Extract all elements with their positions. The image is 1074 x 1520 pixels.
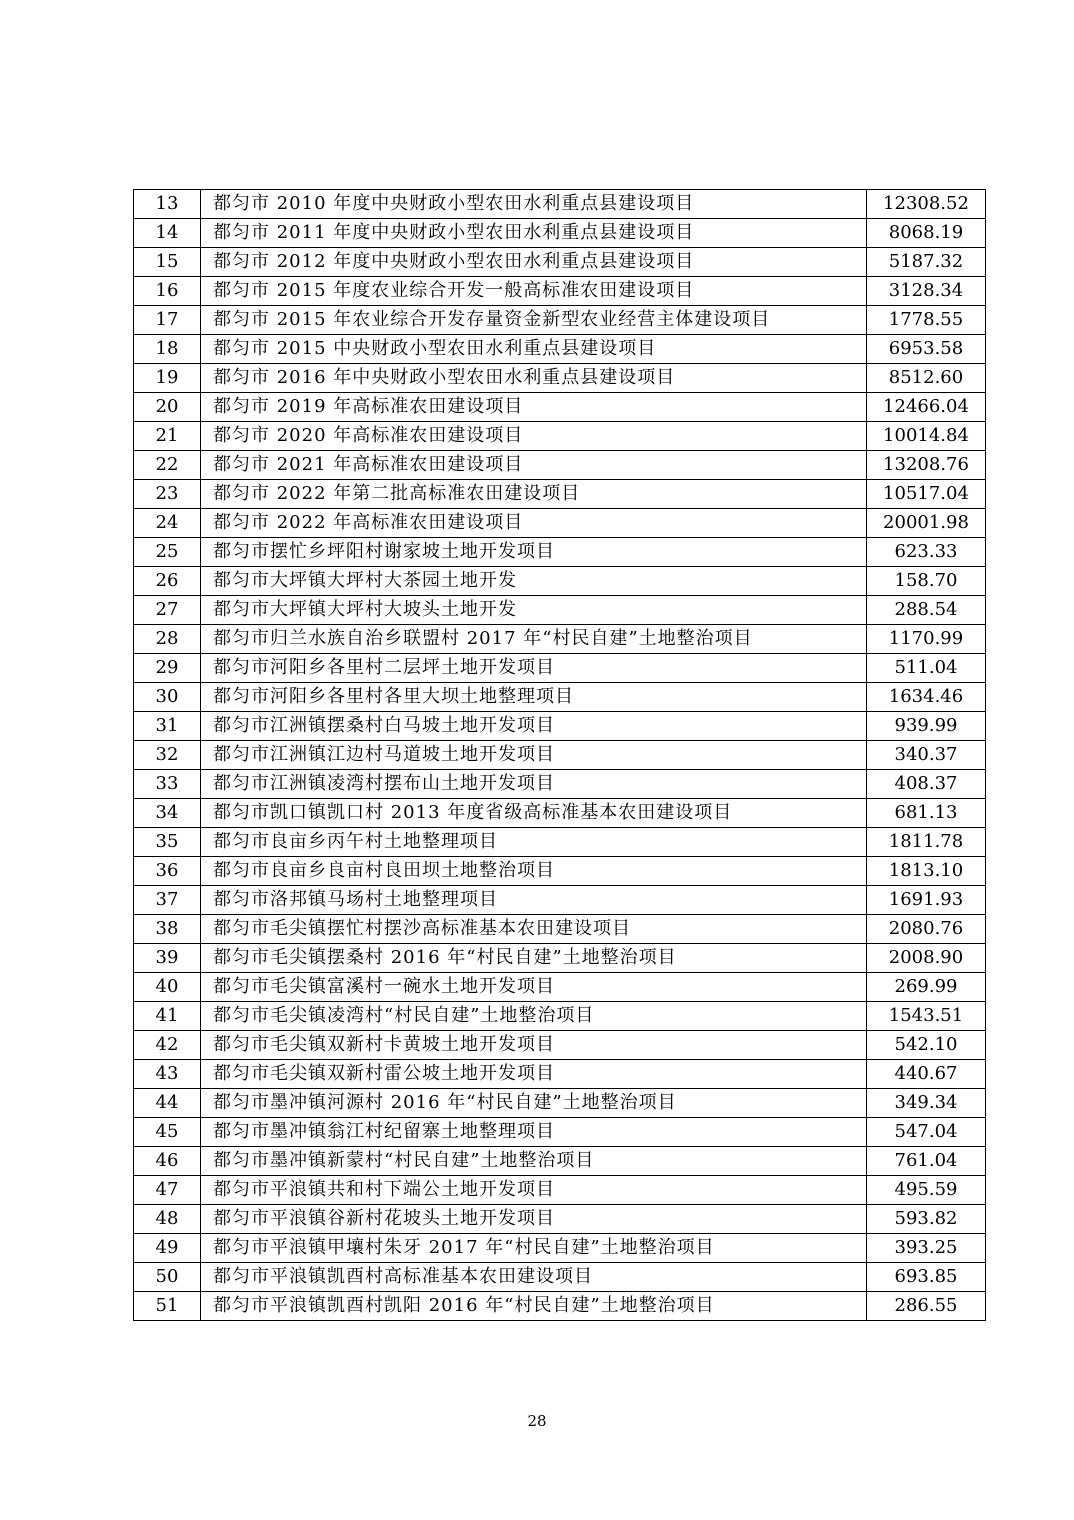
project-amount: 440.67 [867, 1060, 986, 1089]
project-amount: 681.13 [867, 799, 986, 828]
project-amount: 511.04 [867, 654, 986, 683]
table-row [134, 596, 986, 625]
project-name: 都匀市江洲镇凌湾村摆布山土地开发项目 [201, 770, 867, 799]
project-amount: 939.99 [867, 712, 986, 741]
row-number: 37 [134, 886, 201, 915]
project-name: 都匀市墨冲镇河源村 2016 年“村民自建”土地整治项目 [201, 1089, 867, 1118]
row-number: 40 [134, 973, 201, 1002]
table-row [134, 915, 986, 944]
row-number: 16 [134, 277, 201, 306]
row-number: 21 [134, 422, 201, 451]
row-number: 42 [134, 1031, 201, 1060]
project-amount: 8512.60 [867, 364, 986, 393]
project-amount: 1634.46 [867, 683, 986, 712]
table-row [134, 480, 986, 509]
project-name: 都匀市 2015 年度农业综合开发一般高标准农田建设项目 [201, 277, 867, 306]
project-amount: 1543.51 [867, 1002, 986, 1031]
project-amount: 393.25 [867, 1234, 986, 1263]
row-number: 13 [134, 190, 201, 219]
project-amount: 1811.78 [867, 828, 986, 857]
project-name: 都匀市大坪镇大坪村大坡头土地开发 [201, 596, 867, 625]
project-amount: 12466.04 [867, 393, 986, 422]
project-amount: 693.85 [867, 1263, 986, 1292]
project-name: 都匀市河阳乡各里村二层坪土地开发项目 [201, 654, 867, 683]
project-name: 都匀市良亩乡丙午村土地整理项目 [201, 828, 867, 857]
project-name: 都匀市归兰水族自治乡联盟村 2017 年“村民自建”土地整治项目 [201, 625, 867, 654]
project-name: 都匀市良亩乡良亩村良田坝土地整治项目 [201, 857, 867, 886]
row-number: 48 [134, 1205, 201, 1234]
row-number: 14 [134, 219, 201, 248]
project-amount: 1813.10 [867, 857, 986, 886]
project-amount: 158.70 [867, 567, 986, 596]
row-number: 44 [134, 1089, 201, 1118]
project-amount: 269.99 [867, 973, 986, 1002]
project-name: 都匀市 2019 年高标准农田建设项目 [201, 393, 867, 422]
project-name: 都匀市 2021 年高标准农田建设项目 [201, 451, 867, 480]
project-amount: 547.04 [867, 1118, 986, 1147]
row-number: 35 [134, 828, 201, 857]
table-row [134, 944, 986, 973]
row-number: 33 [134, 770, 201, 799]
row-number: 45 [134, 1118, 201, 1147]
project-amount: 2080.76 [867, 915, 986, 944]
project-amount: 8068.19 [867, 219, 986, 248]
table-row [134, 625, 986, 654]
project-amount: 408.37 [867, 770, 986, 799]
project-name: 都匀市 2012 年度中央财政小型农田水利重点县建设项目 [201, 248, 867, 277]
table-row [134, 828, 986, 857]
row-number: 49 [134, 1234, 201, 1263]
row-number: 24 [134, 509, 201, 538]
table-row [134, 219, 986, 248]
project-amount: 286.55 [867, 1292, 986, 1321]
project-name: 都匀市 2010 年度中央财政小型农田水利重点县建设项目 [201, 190, 867, 219]
table-row [134, 654, 986, 683]
table-row [134, 335, 986, 364]
row-number: 22 [134, 451, 201, 480]
project-amount: 6953.58 [867, 335, 986, 364]
project-amount: 542.10 [867, 1031, 986, 1060]
project-amount: 12308.52 [867, 190, 986, 219]
table-row [134, 973, 986, 1002]
row-number: 34 [134, 799, 201, 828]
row-number: 46 [134, 1147, 201, 1176]
table-row [134, 1147, 986, 1176]
table-row [134, 393, 986, 422]
project-amount: 3128.34 [867, 277, 986, 306]
project-name: 都匀市毛尖镇凌湾村“村民自建”土地整治项目 [201, 1002, 867, 1031]
project-name: 都匀市 2020 年高标准农田建设项目 [201, 422, 867, 451]
project-amount: 10014.84 [867, 422, 986, 451]
row-number: 30 [134, 683, 201, 712]
table-row [134, 538, 986, 567]
row-number: 20 [134, 393, 201, 422]
project-name: 都匀市墨冲镇翁江村纪留寨土地整理项目 [201, 1118, 867, 1147]
table-row [134, 1263, 986, 1292]
project-amount: 761.04 [867, 1147, 986, 1176]
project-amount: 495.59 [867, 1176, 986, 1205]
table-row [134, 1234, 986, 1263]
project-name: 都匀市 2016 年中央财政小型农田水利重点县建设项目 [201, 364, 867, 393]
project-name: 都匀市凯口镇凯口村 2013 年度省级高标准基本农田建设项目 [201, 799, 867, 828]
project-amount: 340.37 [867, 741, 986, 770]
project-name: 都匀市毛尖镇摆桑村 2016 年“村民自建”土地整治项目 [201, 944, 867, 973]
project-name: 都匀市平浪镇凯酉村凯阳 2016 年“村民自建”土地整治项目 [201, 1292, 867, 1321]
table-row [134, 306, 986, 335]
table-row [134, 799, 986, 828]
project-name: 都匀市毛尖镇富溪村一碗水土地开发项目 [201, 973, 867, 1002]
project-name: 都匀市大坪镇大坪村大茶园土地开发 [201, 567, 867, 596]
project-name: 都匀市毛尖镇双新村卡黄坡土地开发项目 [201, 1031, 867, 1060]
table-row [134, 683, 986, 712]
row-number: 17 [134, 306, 201, 335]
table-row [134, 567, 986, 596]
table-row [134, 1205, 986, 1234]
project-amount: 20001.98 [867, 509, 986, 538]
project-name: 都匀市毛尖镇摆忙村摆沙高标准基本农田建设项目 [201, 915, 867, 944]
row-number: 38 [134, 915, 201, 944]
row-number: 26 [134, 567, 201, 596]
row-number: 43 [134, 1060, 201, 1089]
table-row [134, 248, 986, 277]
row-number: 29 [134, 654, 201, 683]
project-amount: 5187.32 [867, 248, 986, 277]
project-name: 都匀市 2011 年度中央财政小型农田水利重点县建设项目 [201, 219, 867, 248]
row-number: 41 [134, 1002, 201, 1031]
row-number: 15 [134, 248, 201, 277]
row-number: 50 [134, 1263, 201, 1292]
project-name: 都匀市洛邦镇马场村土地整理项目 [201, 886, 867, 915]
project-name: 都匀市墨冲镇新蒙村“村民自建”土地整治项目 [201, 1147, 867, 1176]
project-amount: 1170.99 [867, 625, 986, 654]
row-number: 25 [134, 538, 201, 567]
project-name: 都匀市江洲镇江边村马道坡土地开发项目 [201, 741, 867, 770]
table-row [134, 1176, 986, 1205]
page-number: 28 [527, 1412, 547, 1430]
project-name: 都匀市摆忙乡坪阳村谢家坡土地开发项目 [201, 538, 867, 567]
project-amount: 2008.90 [867, 944, 986, 973]
row-number: 28 [134, 625, 201, 654]
project-table-body [134, 190, 986, 1321]
table-row [134, 857, 986, 886]
table-row [134, 1089, 986, 1118]
project-amount: 288.54 [867, 596, 986, 625]
table-row [134, 364, 986, 393]
row-number: 39 [134, 944, 201, 973]
table-row [134, 509, 986, 538]
project-amount: 1691.93 [867, 886, 986, 915]
table-row [134, 741, 986, 770]
project-amount: 593.82 [867, 1205, 986, 1234]
table-row [134, 886, 986, 915]
row-number: 19 [134, 364, 201, 393]
table-row [134, 277, 986, 306]
row-number: 32 [134, 741, 201, 770]
project-name: 都匀市毛尖镇双新村雷公坡土地开发项目 [201, 1060, 867, 1089]
table-row [134, 712, 986, 741]
table-row [134, 1118, 986, 1147]
project-name: 都匀市 2015 中央财政小型农田水利重点县建设项目 [201, 335, 867, 364]
project-name: 都匀市平浪镇谷新村花坡头土地开发项目 [201, 1205, 867, 1234]
project-amount: 623.33 [867, 538, 986, 567]
project-name: 都匀市平浪镇凯酉村高标准基本农田建设项目 [201, 1263, 867, 1292]
project-name: 都匀市平浪镇甲壤村朱牙 2017 年“村民自建”土地整治项目 [201, 1234, 867, 1263]
table-row [134, 422, 986, 451]
row-number: 47 [134, 1176, 201, 1205]
project-amount: 13208.76 [867, 451, 986, 480]
project-amount: 1778.55 [867, 306, 986, 335]
table-row [134, 1292, 986, 1321]
row-number: 31 [134, 712, 201, 741]
table-row [134, 190, 986, 219]
table-row [134, 451, 986, 480]
project-name: 都匀市平浪镇共和村下端公土地开发项目 [201, 1176, 867, 1205]
project-amount: 10517.04 [867, 480, 986, 509]
project-name: 都匀市河阳乡各里村各里大坝土地整理项目 [201, 683, 867, 712]
row-number: 51 [134, 1292, 201, 1321]
project-name: 都匀市江洲镇摆桑村白马坡土地开发项目 [201, 712, 867, 741]
project-name: 都匀市 2015 年农业综合开发存量资金新型农业经营主体建设项目 [201, 306, 867, 335]
project-amount: 349.34 [867, 1089, 986, 1118]
table-row [134, 1002, 986, 1031]
project-name: 都匀市 2022 年第二批高标准农田建设项目 [201, 480, 867, 509]
table-row [134, 1060, 986, 1089]
table-row [134, 770, 986, 799]
row-number: 27 [134, 596, 201, 625]
project-name: 都匀市 2022 年高标准农田建设项目 [201, 509, 867, 538]
row-number: 23 [134, 480, 201, 509]
row-number: 36 [134, 857, 201, 886]
table-row [134, 1031, 986, 1060]
row-number: 18 [134, 335, 201, 364]
project-table [133, 189, 986, 1321]
